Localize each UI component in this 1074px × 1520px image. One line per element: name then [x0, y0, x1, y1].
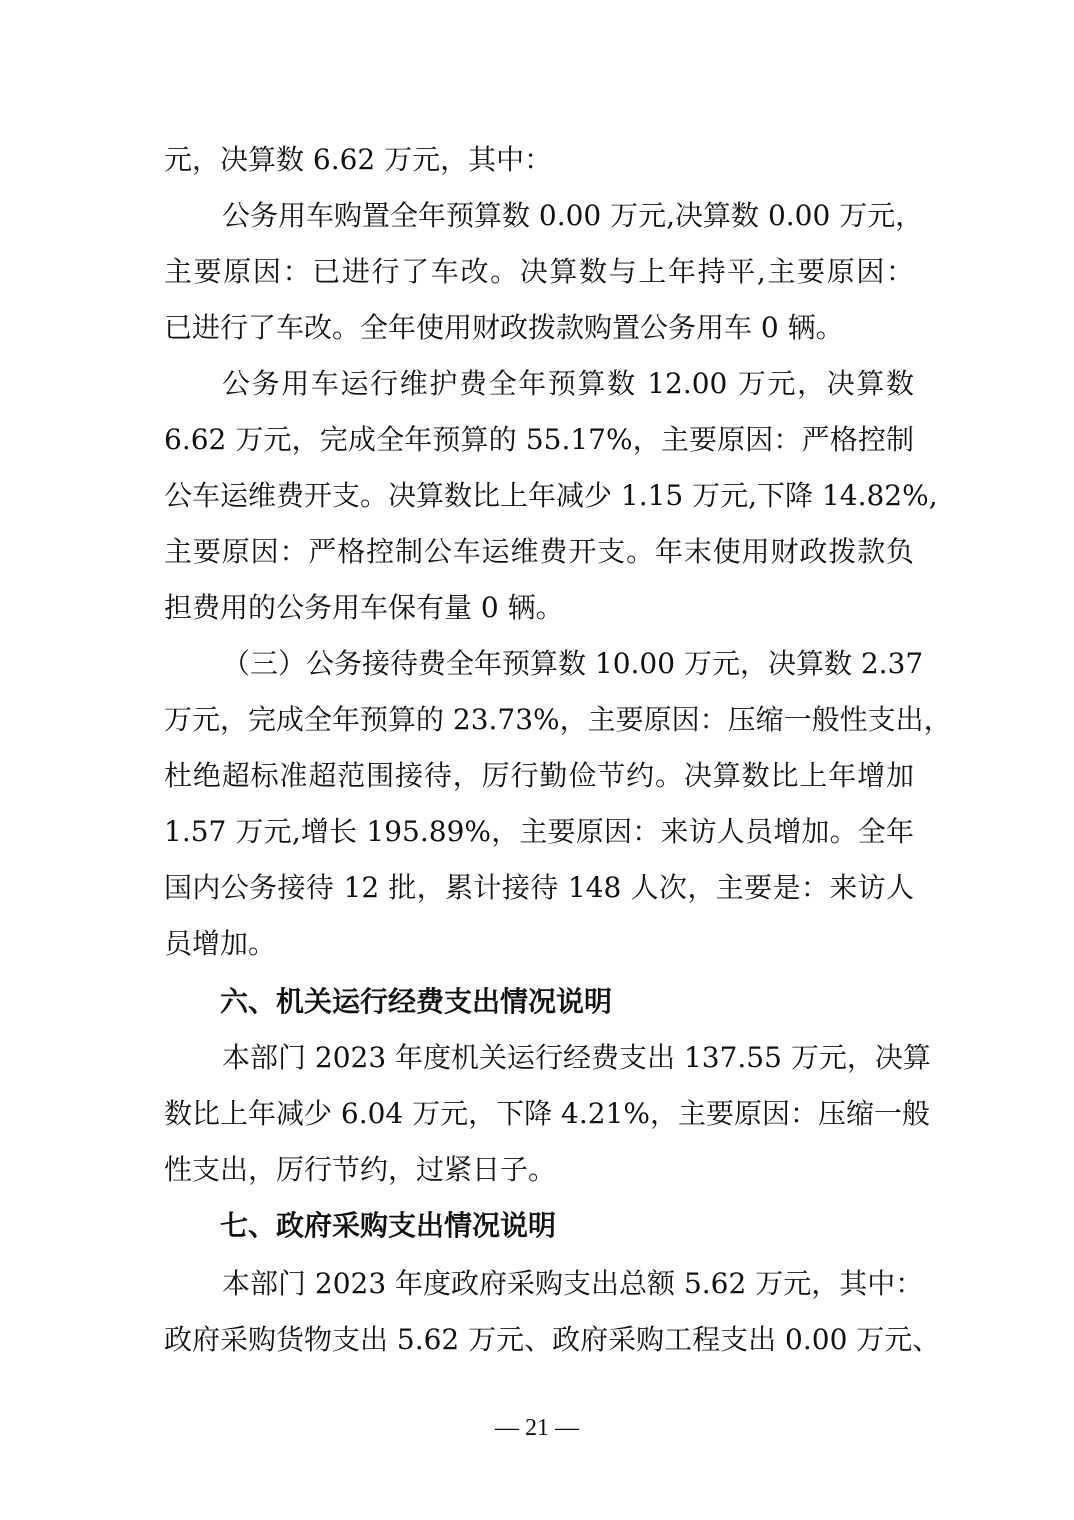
- paragraph-line: 主要原因：已进行了车改。决算数与上年持平,主要原因：: [164, 255, 914, 288]
- paragraph-line: 已进行了车改。全年使用财政拨款购置公务用车 0 辆。: [164, 311, 844, 344]
- paragraph-line: 公车运维费开支。决算数比上年减少 1.15 万元,下降 14.82%,: [164, 479, 938, 512]
- paragraph-line: （三）公务接待费全年预算数 10.00 万元，决算数 2.37: [222, 647, 924, 680]
- paragraph-line: 本部门 2023 年度机关运行经费支出 137.55 万元，决算: [222, 1041, 931, 1074]
- paragraph-line: 公务用车运行维护费全年预算数 12.00 万元，决算数: [222, 367, 914, 400]
- section-heading: 六、机关运行经费支出情况说明: [220, 985, 613, 1018]
- paragraph-line: 杜绝超标准超范围接待，厉行勤俭节约。决算数比上年增加: [164, 759, 914, 792]
- paragraph-line: 国内公务接待 12 批，累计接待 148 人次，主要是：来访人: [164, 871, 914, 904]
- paragraph-line: 政府采购货物支出 5.62 万元、政府采购工程支出 0.00 万元、: [164, 1323, 941, 1356]
- paragraph-line: 元，决算数 6.62 万元，其中：: [164, 143, 553, 176]
- paragraph-line: 担费用的公务用车保有量 0 辆。: [164, 591, 564, 624]
- paragraph-line: 数比上年减少 6.04 万元，下降 4.21%，主要原因：压缩一般: [164, 1097, 930, 1130]
- page-number: — 21 —: [495, 1415, 579, 1441]
- paragraph-line: 万元，完成全年预算的 23.73%，主要原因：压缩一般性支出，: [164, 703, 952, 736]
- paragraph-line: 员增加。: [164, 927, 277, 960]
- paragraph-line: 1.57 万元,增长 195.89%，主要原因：来访人员增加。全年: [164, 815, 914, 848]
- paragraph-line: 公务用车购置全年预算数 0.00 万元,决算数 0.00 万元，: [222, 199, 924, 232]
- paragraph-line: 性支出，厉行节约，过紧日子。: [164, 1153, 557, 1186]
- section-heading: 七、政府采购支出情况说明: [220, 1209, 557, 1242]
- paragraph-line: 主要原因：严格控制公车运维费开支。年末使用财政拨款负: [164, 535, 914, 568]
- paragraph-line: 6.62 万元，完成全年预算的 55.17%，主要原因：严格控制: [164, 423, 914, 456]
- paragraph-line: 本部门 2023 年度政府采购支出总额 5.62 万元，其中：: [222, 1267, 924, 1300]
